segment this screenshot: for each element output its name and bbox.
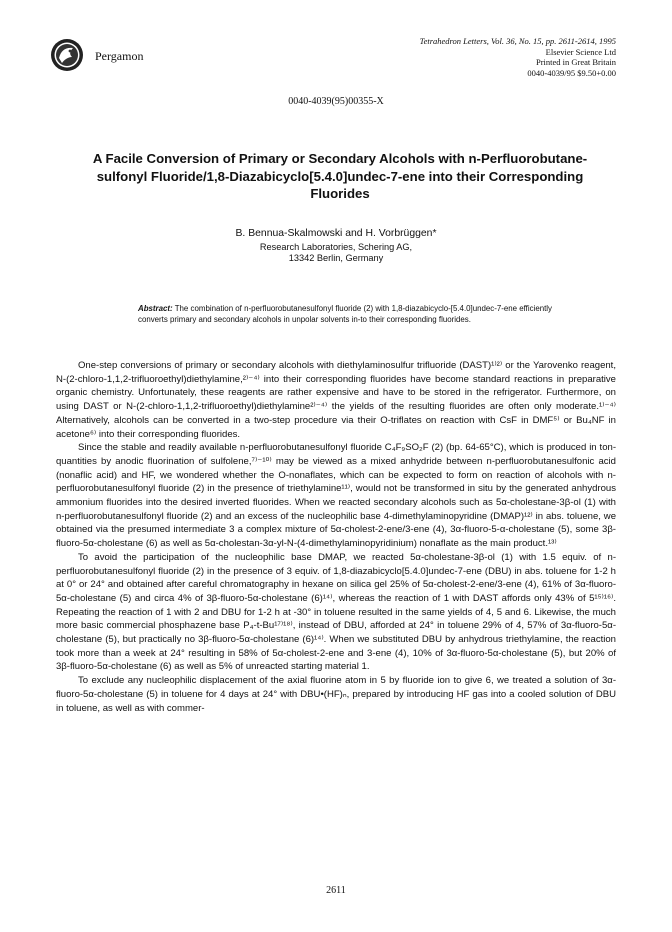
affiliation-line-2: 13342 Berlin, Germany (288, 253, 384, 264)
journal-citation (420, 36, 616, 78)
abstract-text: The combination of n-perfluorobutanesulfonyl fluoride (2) with 1,8-diazabicyclo-[5.4.0]undec-7-ene efficiently converts primary and secondary alcohols in unpolar solvents in-to their corresponding fluorides. (138, 304, 552, 325)
page-number: 2611 (326, 885, 346, 896)
paragraph-1: One-step conversions of primary or secondary alcohols with diethylaminosulfur trifluoride (DAST)¹⁾²⁾ or the Yarovenko reagent, N-(2-chloro-1,1,2-trifluoroethyl)diethylamine,²⁾⁻⁴⁾ into their corresponding fluorides have become standard reactions in preparative organic chemistry. Unfortunately, these reagents are rather expensive and have to be stored in the refrigerator. Furthermore, on using DAST or N-(2-chloro-1,1,2-trifluoroethyl)diethylamine²⁾⁻⁴⁾ the yields of the resulting fluorides are often only moderate.¹⁾⁻⁴⁾ Alternatively, alcohols can be converted in a two-step procedure via their O-triflates on reaction with CsF in DMF⁵⁾ or Bu₄NF in acetone⁶⁾ into their corresponding fluorides. (56, 360, 616, 440)
printed-line: Printed in Great Britain (535, 57, 616, 67)
article-title: A Facile Conversion of Primary or Secondary Alcohols with n-Perfluorobutane-sulfonyl Fluoride/1,8-Diazabicyclo[5.4.0]undec-7-ene into their Corresponding Fluorides (92, 151, 588, 201)
journal-line: Tetrahedron Letters, Vol. 36, No. 15, pp. 2611-2614, 1995 (419, 36, 616, 46)
paragraph-2: Since the stable and readily available n-perfluorobutanesulfonyl fluoride C₄F₉SO₂F (2) (bp. 64-65°C), which is produced in ton-quantities by anodic fluorination of sulfolene,⁷⁾⁻¹⁰⁾ may be viewed as a mixed anhydride between n-perfluorobutanesulfonic acid (nonaflic acid) and HF, we wondered whether the O-nonaflates, which can be expected to form on reaction of alcohols with n-perfluorobutanesulfonyl fluoride (2) in the presence of triethylamine¹¹⁾, would not be transformed in situ by the generated anhydrous ammonium fluorides into the desired inverted fluorides. When we reacted secondary alcohols such as 5α-cholestane-3β-ol (1) with n-perfluorobutanesulfonyl fluoride (2) and an excess of the nucleophilic base 4-dimethylaminopyridine (DMAP)¹²⁾ in abs. toluene, we obtained via the presumed intermediate 3 a complex mixture of 5α-cholest-2-ene/3-ene (4), 3α-fluoro-5-α-cholestane (5), some 3β-fluoro-5α-cholestane (6) as well as 5α-cholestan-3α-yl-N-(4-dimethylaminopyridinium) nonaflate as the main product.¹³⁾ (56, 442, 616, 550)
authors: B. Bennua-Skalmowski and H. Vorbrüggen* (235, 228, 437, 239)
publisher-name: Pergamon (95, 49, 144, 63)
price-line: 0040-4039/95 $9.50+0.00 (527, 67, 616, 78)
copyright-line: Elsevier Science Ltd (545, 46, 616, 57)
abstract (138, 303, 552, 325)
affiliation-line-1: Research Laboratories, Schering AG, (259, 242, 413, 252)
doi-code: 0040-4039(95)00355-X (288, 96, 384, 107)
paragraph-3: To avoid the participation of the nucleophilic base DMAP, we reacted 5α-cholestane-3β-ol (1) with 1.5 equiv. of n-perfluorobutanesulfonyl fluoride (2) in the presence of 3 equiv. of 1,8-diazabicyclo[5.4.0]undec-7-ene (DBU) in abs. toluene for 1-2 h at 0° or 24° and obtained after careful chromatography in hexane on silica gel 25% of 5α-cholest-2-ene/3-ene (4), 61% of 3α-fluoro-5α-cholestane (5) and circa 4% of 3β-fluoro-5α-cholestane (6)¹⁴⁾, whereas the reaction of 1 with DAST affords only 43% of 5¹⁵⁾¹⁶⁾. Repeating the reaction of 1 with 2 and DBU for 1-2 h at -30° in toluene resulted in the same yields of 4, 5 and 6. Likewise, the much more basic commercial phosphazene base P₄-t-Bu¹⁷⁾¹⁸⁾, instead of DBU, afforded at 24° in toluene 29% of 4, 57% of 3α-fluoro-5α-cholestane (5), but practically no 3β-fluoro-5α-cholestane (6)¹⁴⁾. When we substituted DBU by anhydrous triethylamine, the reaction took more than a week at 24° resulting in 58% of 5α-cholest-2-ene and 3-ene (4), 10% of 3α-fluoro-5α-cholestane (5), but 20% of 3β-fluoro-5α-cholestane (6) as well as 5% of unreacted starting material 1. (56, 551, 616, 673)
pergamon-logo-icon (50, 38, 84, 72)
body-text (56, 359, 616, 715)
paragraph-4: To exclude any nucleophilic displacement of the axial fluorine atom in 5 by fluoride ion to give 6, we treated a solution of 3α-fluoro-5α-cholestane (5) in toluene for 4 days at 24° with DBU•(HF)ₙ, prepared by introducing HF gas into a cooled solution of DBU in toluene, as well as with commer- (56, 675, 616, 714)
abstract-label: Abstract: (138, 304, 173, 313)
affiliation (0, 242, 672, 264)
